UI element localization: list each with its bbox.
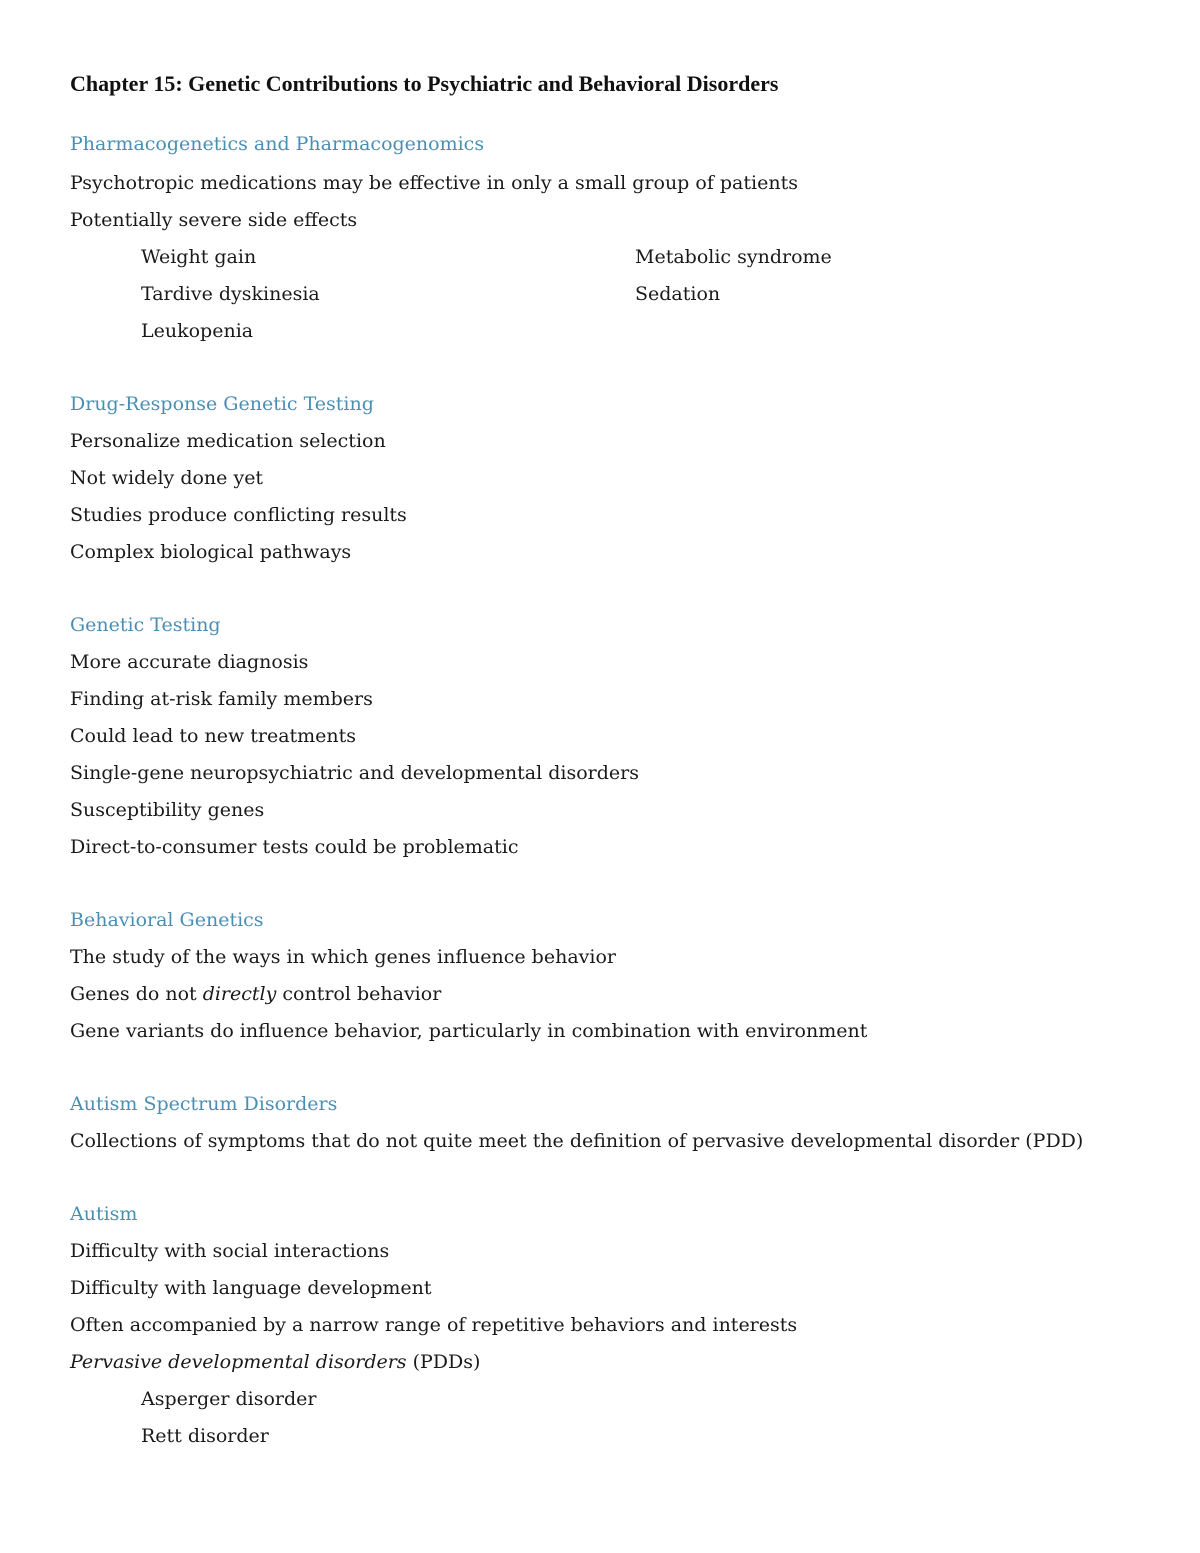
text-line: Collections of symptoms that do not quite meet the definition of pervasive developmental disorder (PDD)	[70, 1130, 1084, 1152]
list-item: Metabolic syndrome	[635, 246, 832, 268]
section-behavioral-genetics	[70, 902, 1150, 1050]
text-line: Direct-to-consumer tests could be problematic	[70, 836, 519, 858]
text-line: Difficulty with social interactions	[70, 1240, 390, 1262]
text-line	[70, 976, 1150, 1013]
text-line: Not widely done yet	[70, 467, 264, 489]
section-heading: Autism	[70, 1203, 138, 1225]
chapter-title: Chapter 15: Genetic Contributions to Psychiatric and Behavioral Disorders	[70, 71, 779, 96]
text-fragment: (PDDs)	[406, 1351, 481, 1373]
list-item: Sedation	[635, 283, 721, 305]
list-item: Asperger disorder	[141, 1388, 317, 1410]
list-item: Tardive dyskinesia	[141, 283, 320, 305]
text-line: Studies produce conflicting results	[70, 504, 407, 526]
text-line: Single-gene neuropsychiatric and developmental disorders	[70, 762, 639, 784]
side-effects-list	[70, 239, 1150, 350]
text-line: Difficulty with language development	[70, 1277, 432, 1299]
section-genetic-testing	[70, 607, 1150, 866]
section-heading: Drug-Response Genetic Testing	[70, 393, 374, 415]
section-autism-spectrum	[70, 1086, 1150, 1160]
list-item: Leukopenia	[141, 320, 254, 342]
text-line	[70, 1344, 1150, 1381]
document-page	[70, 68, 1150, 1491]
text-line: Potentially severe side effects	[70, 209, 358, 231]
list-item: Weight gain	[141, 246, 257, 268]
section-drug-response	[70, 386, 1150, 571]
text-line: More accurate diagnosis	[70, 651, 309, 673]
text-line: Could lead to new treatments	[70, 725, 357, 747]
text-fragment: Genes do not	[70, 983, 203, 1005]
text-line: Gene variants do influence behavior, particularly in combination with environment	[70, 1020, 868, 1042]
section-heading: Autism Spectrum Disorders	[70, 1093, 338, 1115]
text-line: Susceptibility genes	[70, 799, 265, 821]
text-fragment: control behavior	[276, 983, 442, 1005]
text-line: The study of the ways in which genes influence behavior	[70, 946, 616, 968]
emphasis-text: directly	[202, 983, 277, 1005]
list-item: Rett disorder	[141, 1425, 269, 1447]
section-autism	[70, 1196, 1150, 1455]
text-line: Psychotropic medications may be effective in only a small group of patients	[70, 172, 798, 194]
section-heading: Behavioral Genetics	[70, 909, 264, 931]
section-heading: Pharmacogenetics and Pharmacogenomics	[70, 133, 485, 155]
text-line: Complex biological pathways	[70, 541, 352, 563]
section-pharmacogenetics	[70, 126, 1150, 350]
text-line: Often accompanied by a narrow range of repetitive behaviors and interests	[70, 1314, 798, 1336]
text-line: Finding at-risk family members	[70, 688, 373, 710]
emphasis-text: Pervasive developmental disorders	[70, 1351, 407, 1373]
text-line: Personalize medication selection	[70, 430, 386, 452]
section-heading: Genetic Testing	[70, 614, 221, 636]
